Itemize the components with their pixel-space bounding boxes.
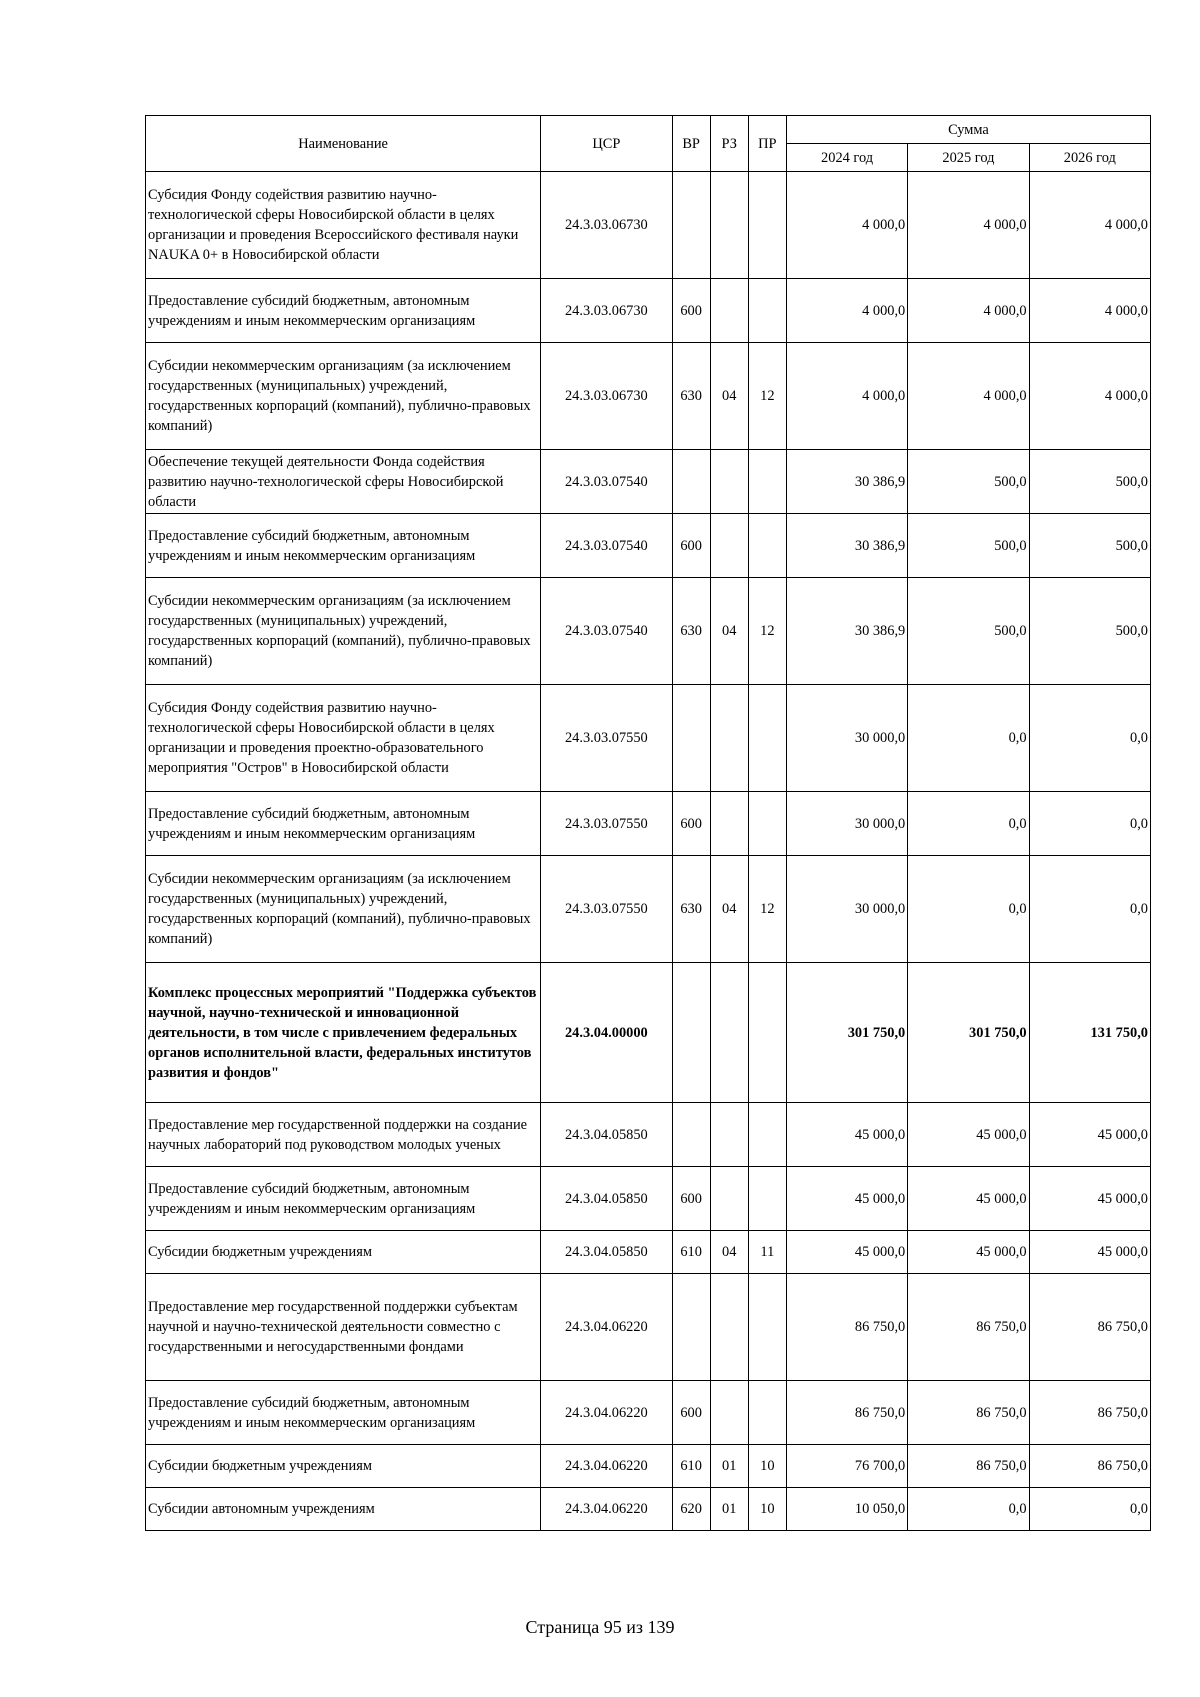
row-rz: 04: [710, 1231, 748, 1274]
row-sum-2024: 76 700,0: [786, 1445, 907, 1488]
row-sum-2024: 30 000,0: [786, 856, 907, 963]
header-rz: РЗ: [710, 116, 748, 172]
row-name: Субсидии бюджетным учреждениям: [146, 1445, 541, 1488]
row-rz: [710, 963, 748, 1103]
row-name: Субсидии некоммерческим организациям (за исключением государственных (муниципальных) учреждений, государственных корпораций (компаний), публично-правовых компаний): [146, 856, 541, 963]
row-sum-2025: 45 000,0: [908, 1231, 1029, 1274]
row-vr: 610: [672, 1231, 710, 1274]
row-rz: 01: [710, 1488, 748, 1531]
row-sum-2026: 4 000,0: [1029, 343, 1150, 450]
row-vr: 630: [672, 578, 710, 685]
row-vr: 600: [672, 1381, 710, 1445]
row-sum-2024: 4 000,0: [786, 343, 907, 450]
row-sum-2025: 45 000,0: [908, 1167, 1029, 1231]
row-name: Субсидии автономным учреждениям: [146, 1488, 541, 1531]
row-vr: [672, 1103, 710, 1167]
row-pr: 12: [748, 343, 786, 450]
row-rz: 01: [710, 1445, 748, 1488]
row-vr: [672, 172, 710, 279]
row-rz: 04: [710, 578, 748, 685]
row-sum-2025: 4 000,0: [908, 343, 1029, 450]
row-csr: 24.3.03.07550: [541, 685, 672, 792]
row-rz: [710, 685, 748, 792]
row-sum-2024: 10 050,0: [786, 1488, 907, 1531]
budget-table: [145, 115, 1151, 1531]
row-sum-2026: 4 000,0: [1029, 172, 1150, 279]
row-sum-2025: 0,0: [908, 1488, 1029, 1531]
row-sum-2024: 4 000,0: [786, 172, 907, 279]
row-pr: 10: [748, 1445, 786, 1488]
row-csr: 24.3.03.06730: [541, 343, 672, 450]
row-sum-2024: 86 750,0: [786, 1381, 907, 1445]
row-sum-2025: 86 750,0: [908, 1381, 1029, 1445]
table-row: [146, 1445, 1151, 1488]
row-rz: [710, 1103, 748, 1167]
row-rz: [710, 1274, 748, 1381]
row-sum-2025: 0,0: [908, 856, 1029, 963]
row-sum-2025: 86 750,0: [908, 1445, 1029, 1488]
row-vr: 630: [672, 856, 710, 963]
row-sum-2025: 500,0: [908, 450, 1029, 514]
row-sum-2026: 0,0: [1029, 685, 1150, 792]
row-sum-2024: 301 750,0: [786, 963, 907, 1103]
row-rz: [710, 1167, 748, 1231]
row-sum-2026: 500,0: [1029, 578, 1150, 685]
row-vr: 610: [672, 1445, 710, 1488]
table-row: [146, 1167, 1151, 1231]
row-pr: [748, 1103, 786, 1167]
row-csr: 24.3.03.07550: [541, 856, 672, 963]
row-pr: [748, 514, 786, 578]
row-csr: 24.3.04.06220: [541, 1445, 672, 1488]
header-name: Наименование: [146, 116, 541, 172]
row-sum-2025: 4 000,0: [908, 279, 1029, 343]
row-vr: 630: [672, 343, 710, 450]
row-sum-2025: 500,0: [908, 578, 1029, 685]
table-row: [146, 685, 1151, 792]
row-vr: [672, 685, 710, 792]
row-name: Комплекс процессных мероприятий "Поддержка субъектов научной, научно-технической и инновационной деятельности, в том числе с привлечением федеральных органов исполнительной власти, федеральных институтов развития и фондов": [146, 963, 541, 1103]
table-row: [146, 963, 1151, 1103]
row-rz: [710, 1381, 748, 1445]
row-csr: 24.3.04.00000: [541, 963, 672, 1103]
row-sum-2026: 0,0: [1029, 856, 1150, 963]
table-row: [146, 279, 1151, 343]
row-vr: 600: [672, 514, 710, 578]
row-sum-2024: 45 000,0: [786, 1103, 907, 1167]
row-name: Субсидия Фонду содействия развитию научно-технологической сферы Новосибирской области в целях организации и проведения проектно-образовательного мероприятия "Остров" в Новосибирской области: [146, 685, 541, 792]
row-vr: [672, 1274, 710, 1381]
row-pr: [748, 450, 786, 514]
row-sum-2024: 45 000,0: [786, 1231, 907, 1274]
table-row: [146, 343, 1151, 450]
row-rz: [710, 514, 748, 578]
header-sum: Сумма: [786, 116, 1150, 144]
header-csr: ЦСР: [541, 116, 672, 172]
row-sum-2026: 500,0: [1029, 450, 1150, 514]
table-row: [146, 1103, 1151, 1167]
row-csr: 24.3.03.07540: [541, 450, 672, 514]
row-sum-2025: 4 000,0: [908, 172, 1029, 279]
row-csr: 24.3.04.06220: [541, 1488, 672, 1531]
row-csr: 24.3.04.05850: [541, 1167, 672, 1231]
row-sum-2025: 500,0: [908, 514, 1029, 578]
row-pr: 12: [748, 856, 786, 963]
row-sum-2024: 86 750,0: [786, 1274, 907, 1381]
row-csr: 24.3.03.07550: [541, 792, 672, 856]
row-name: Обеспечение текущей деятельности Фонда содействия развитию научно-технологической сферы Новосибирской области: [146, 450, 541, 514]
row-sum-2024: 45 000,0: [786, 1167, 907, 1231]
table-row: [146, 1231, 1151, 1274]
table-row: [146, 1488, 1151, 1531]
row-vr: 600: [672, 1167, 710, 1231]
row-vr: [672, 963, 710, 1103]
row-name: Предоставление субсидий бюджетным, автономным учреждениям и иным некоммерческим организациям: [146, 1167, 541, 1231]
row-csr: 24.3.04.06220: [541, 1381, 672, 1445]
row-name: Предоставление субсидий бюджетным, автономным учреждениям и иным некоммерческим организациям: [146, 1381, 541, 1445]
row-sum-2025: 45 000,0: [908, 1103, 1029, 1167]
row-rz: [710, 792, 748, 856]
table-row: [146, 514, 1151, 578]
row-name: Предоставление субсидий бюджетным, автономным учреждениям и иным некоммерческим организациям: [146, 279, 541, 343]
row-name: Субсидии бюджетным учреждениям: [146, 1231, 541, 1274]
row-name: Субсидия Фонду содействия развитию научно-технологической сферы Новосибирской области в целях организации и проведения Всероссийского фестиваля науки NAUKA 0+ в Новосибирской области: [146, 172, 541, 279]
row-sum-2026: 86 750,0: [1029, 1445, 1150, 1488]
row-vr: 600: [672, 279, 710, 343]
row-pr: 11: [748, 1231, 786, 1274]
row-sum-2026: 45 000,0: [1029, 1103, 1150, 1167]
row-pr: 10: [748, 1488, 786, 1531]
row-sum-2026: 4 000,0: [1029, 279, 1150, 343]
row-csr: 24.3.03.06730: [541, 279, 672, 343]
row-name: Субсидии некоммерческим организациям (за исключением государственных (муниципальных) учреждений, государственных корпораций (компаний), публично-правовых компаний): [146, 343, 541, 450]
table-row: [146, 450, 1151, 514]
table-row: [146, 1381, 1151, 1445]
header-year-2026: 2026 год: [1029, 144, 1150, 172]
row-pr: [748, 963, 786, 1103]
row-pr: [748, 279, 786, 343]
row-sum-2026: 45 000,0: [1029, 1231, 1150, 1274]
row-name: Предоставление мер государственной поддержки на создание научных лабораторий под руководством молодых ученых: [146, 1103, 541, 1167]
row-sum-2025: 301 750,0: [908, 963, 1029, 1103]
row-pr: [748, 1167, 786, 1231]
table-row: [146, 172, 1151, 279]
row-pr: [748, 172, 786, 279]
row-sum-2024: 4 000,0: [786, 279, 907, 343]
table-row: [146, 1274, 1151, 1381]
row-csr: 24.3.04.05850: [541, 1231, 672, 1274]
row-sum-2024: 30 386,9: [786, 450, 907, 514]
row-sum-2024: 30 000,0: [786, 685, 907, 792]
row-sum-2024: 30 000,0: [786, 792, 907, 856]
header-pr: ПР: [748, 116, 786, 172]
header-year-2024: 2024 год: [786, 144, 907, 172]
row-vr: 620: [672, 1488, 710, 1531]
row-pr: [748, 685, 786, 792]
table-row: [146, 856, 1151, 963]
row-sum-2026: 131 750,0: [1029, 963, 1150, 1103]
row-pr: [748, 1381, 786, 1445]
row-csr: 24.3.03.07540: [541, 514, 672, 578]
row-rz: [710, 172, 748, 279]
row-sum-2026: 86 750,0: [1029, 1381, 1150, 1445]
row-name: Предоставление мер государственной поддержки субъектам научной и научно-технической деятельности совместно с государственными и негосударственными фондами: [146, 1274, 541, 1381]
header-vr: ВР: [672, 116, 710, 172]
row-rz: 04: [710, 343, 748, 450]
row-sum-2026: 500,0: [1029, 514, 1150, 578]
row-sum-2025: 0,0: [908, 685, 1029, 792]
row-sum-2024: 30 386,9: [786, 514, 907, 578]
row-rz: [710, 279, 748, 343]
row-name: Предоставление субсидий бюджетным, автономным учреждениям и иным некоммерческим организациям: [146, 792, 541, 856]
row-sum-2025: 86 750,0: [908, 1274, 1029, 1381]
row-pr: [748, 1274, 786, 1381]
row-csr: 24.3.04.06220: [541, 1274, 672, 1381]
row-sum-2026: 0,0: [1029, 792, 1150, 856]
header-year-2025: 2025 год: [908, 144, 1029, 172]
row-sum-2026: 45 000,0: [1029, 1167, 1150, 1231]
row-csr: 24.3.03.07540: [541, 578, 672, 685]
table-header: [146, 116, 1151, 172]
row-pr: [748, 792, 786, 856]
page-number: Страница 95 из 139: [525, 1617, 675, 1637]
row-vr: 600: [672, 792, 710, 856]
row-name: Субсидии некоммерческим организациям (за исключением государственных (муниципальных) учреждений, государственных корпораций (компаний), публично-правовых компаний): [146, 578, 541, 685]
row-sum-2025: 0,0: [908, 792, 1029, 856]
row-vr: [672, 450, 710, 514]
row-rz: [710, 450, 748, 514]
row-csr: 24.3.04.05850: [541, 1103, 672, 1167]
table-body: [146, 172, 1151, 1531]
row-name: Предоставление субсидий бюджетным, автономным учреждениям и иным некоммерческим организациям: [146, 514, 541, 578]
row-pr: 12: [748, 578, 786, 685]
row-sum-2026: 86 750,0: [1029, 1274, 1150, 1381]
row-sum-2026: 0,0: [1029, 1488, 1150, 1531]
row-csr: 24.3.03.06730: [541, 172, 672, 279]
table-row: [146, 578, 1151, 685]
row-rz: 04: [710, 856, 748, 963]
row-sum-2024: 30 386,9: [786, 578, 907, 685]
table-row: [146, 792, 1151, 856]
